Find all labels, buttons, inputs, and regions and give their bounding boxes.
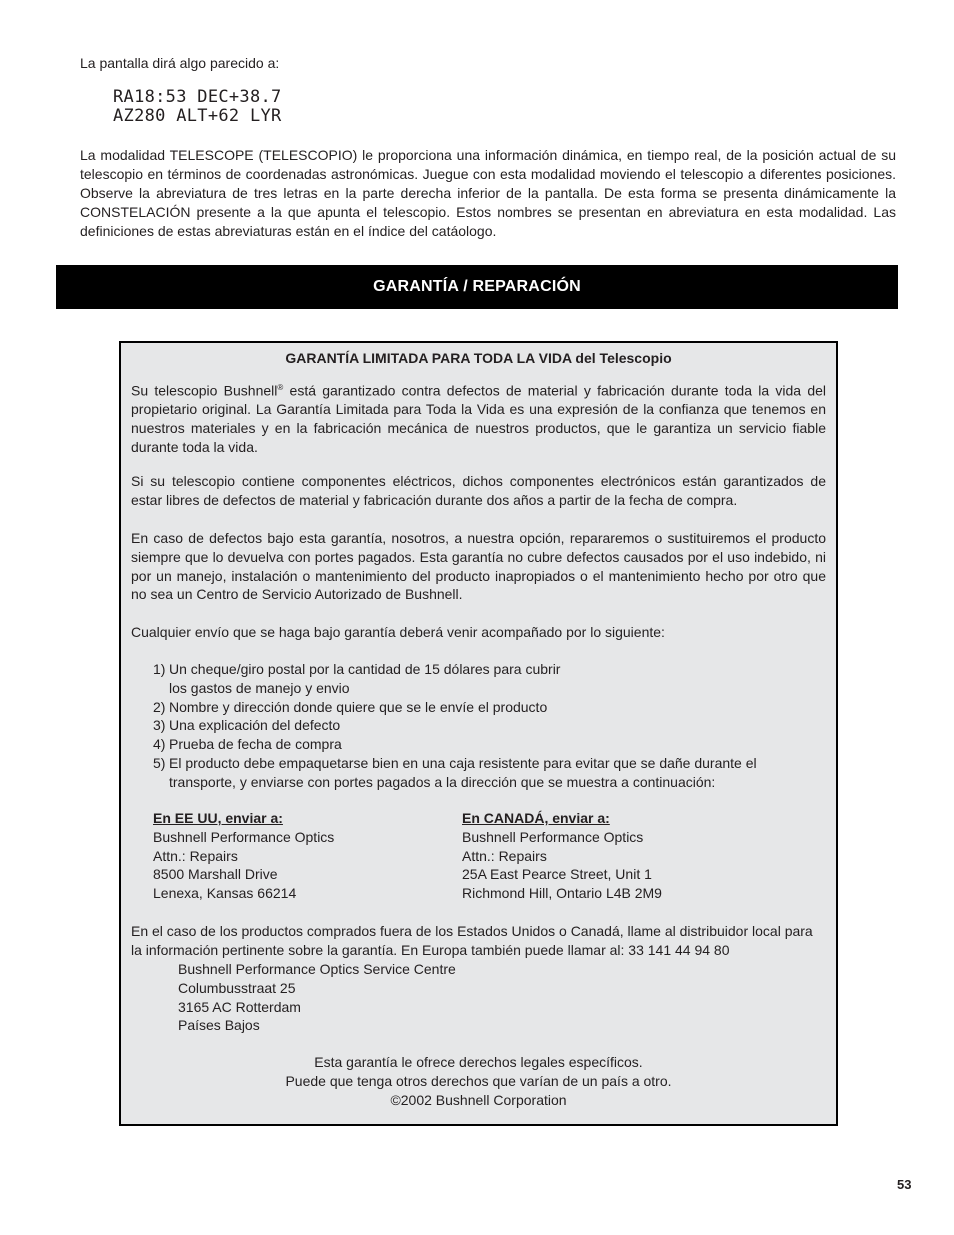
page-number: 53 [897,1177,912,1192]
lcd-display [113,88,282,126]
list-item: 4) Prueba de fecha de compra [153,736,342,753]
list-item: 2) Nombre y dirección donde quiere que se le envíe el producto [153,698,548,715]
warranty-p1-rest: está garantizado contra defectos de material y fabricación durante toda la vida del propietario original. La Garantía Limitada para Toda la Vida es una expresión de la confianza que tenemos en nuestros materiales y en la fabricación mecánica de nuestros productos, que le garantiza un servicio fiable durante toda la vida. [131,382,826,456]
warranty-box [119,341,838,1126]
section-banner [56,265,898,309]
canada-address-heading: En CANADÁ, enviar a: [462,810,610,826]
telescope-mode-paragraph: La modalidad TELESCOPE (TELESCOPIO) le proporciona una información dinámica, en tiempo real, de la posición actual de su telescopio en términos de coordenadas astronómicas. Juegue con esta modalidad moviendo el telescopio a diferentes posiciones. Observe la abreviatura de tres letras en la parte derecha inferior de la pantalla. De esta forma se presenta dinámicamente la CONSTELACIÓN presente a la que apunta el telescopio. Estos nombres se presentan en abreviatura en esta modalidad. Las definiciones de estas abreviaturas están en el índice del catáologo. [80,147,896,239]
warranty-paragraph-1 [131,379,826,457]
lcd-line-1: RA18:53 DEC+38.7 [113,87,282,107]
list-item: 5) El producto debe empaquetarse bien en una caja resistente para evitar que se dañe durante el transporte, y enviarse con portes pagados a la dirección que se muestra a continuación: [153,754,757,790]
warranty-footer: Esta garantía le ofrece derechos legales específicos. Puede que tenga otros derechos que varían de un país a otro. ©2002 Bushnell Corporation [285,1054,672,1108]
us-address: En EE UU, enviar a: Bushnell Performance Optics Attn.: Repairs 8500 Marshall Drive Lenexa, Kansas 66214 [153,810,335,902]
list-item: 1) Un cheque/giro postal por la cantidad de 15 dólares para cubrir los gastos de manejo y envio [153,661,561,696]
warranty-paragraph-3: En caso de defectos bajo esta garantía, nosotros, a nuestra opción, repararemos o sustituiremos el producto siempre que lo devuelva con portes pagados. Esta garantía no cubre defectos causados por el uso indebido, ni por un manejo, instalación o mantenimiento del producto inapropiados o el mantenimiento hecho por otro que no sea un Centro de Servicio Autorizado de Bushnell. [131,530,826,603]
warranty-paragraph-2: Si su telescopio contiene componentes eléctricos, dichos componentes electrónicos están garantizados de estar libres de defectos de material y fabricación durante dos años a partir de la fecha de compra. [131,473,826,508]
warranty-paragraph-4: Cualquier envío que se haga bajo garantía deberá venir acompañado por lo siguiente: [131,624,665,640]
canada-address: En CANADÁ, enviar a: Bushnell Performance Optics Attn.: Repairs 25A East Pearce Street, Unit 1 Richmond Hill, Ontario L4B 2M9 [462,810,662,902]
warranty-paragraph-5: En el caso de los productos comprados fuera de los Estados Unidos o Canadá, llame al distribuidor local para la información pertinente sobre la garantía. En Europa también puede llamar al: 33 141 44 94 80 [131,923,813,958]
intro-text: La pantalla dirá algo parecido a: [80,55,280,71]
warranty-p1-start: Su telescopio Bushnell [131,382,278,399]
warranty-title: GARANTÍA LIMITADA PARA TODA LA VIDA del Telescopio [285,350,672,366]
requirements-list [153,660,823,792]
section-banner-title: GARANTÍA / REPARACIÓN [373,278,581,295]
list-item: 3) Una explicación del defecto [153,717,341,734]
us-address-heading: En EE UU, enviar a: [153,810,283,826]
lcd-line-2: AZ280 ALT+62 LYR [113,106,282,126]
europe-address: Bushnell Performance Optics Service Centre Columbusstraat 25 3165 AC Rotterdam Países Bajos [178,961,456,1034]
registered-mark: ® [277,383,284,392]
